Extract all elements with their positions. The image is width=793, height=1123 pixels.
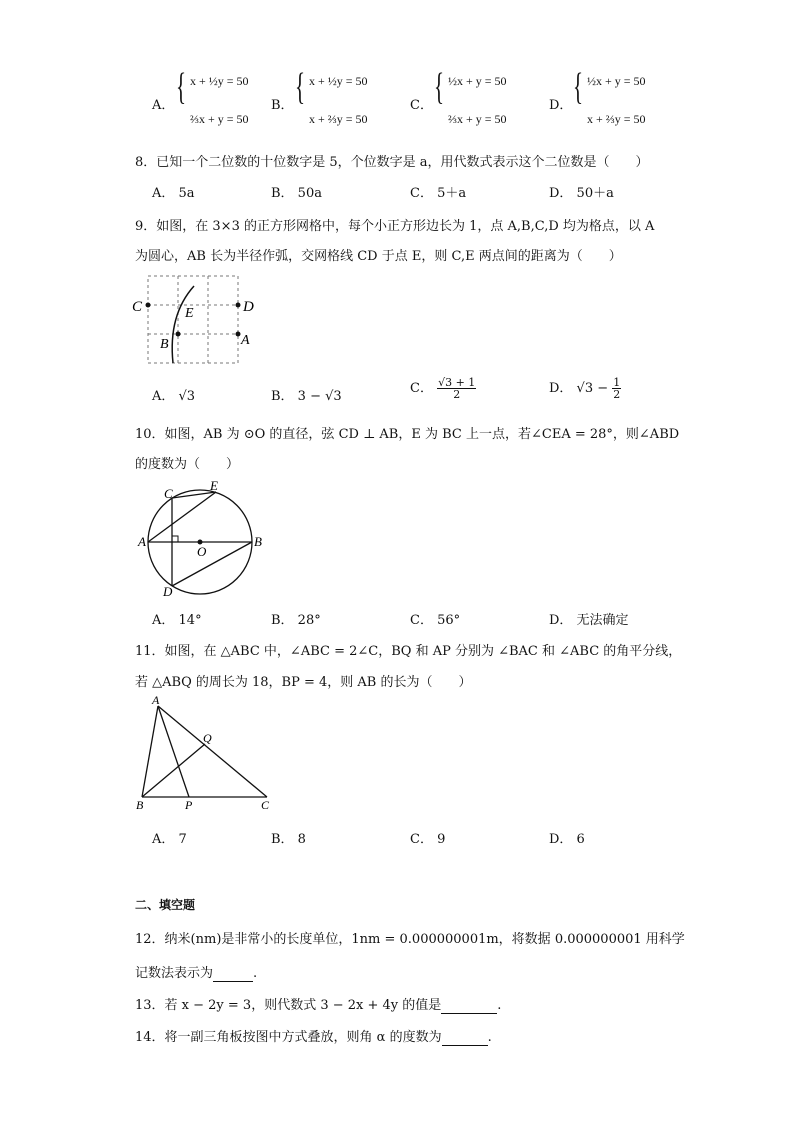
q7-option-b-label: B．	[271, 98, 294, 113]
q7-option-d-label: D．	[549, 98, 573, 113]
q8-option-b: B． 50a	[271, 186, 322, 201]
q12-stem-line1: 12．纳米(nm)是非常小的长度单位，1nm = 0.000000001m，将数据 0.000000001 用科学	[135, 932, 685, 947]
q9-option-c: C． $\frac{√3 + 1}{2}$	[410, 376, 476, 401]
q8-stem: 8．已知一个二位数的十位数字是 5，个位数字是 a，用代数式表示这个二位数是（ ）	[135, 155, 649, 170]
q9-grid-figure	[128, 270, 268, 370]
q11-option-d: D． 6	[549, 832, 585, 847]
q9-arc	[172, 286, 194, 363]
q10-label-b: B	[254, 534, 262, 549]
q14-stem: 14．将一副三角板按图中方式叠放，则角 α 的度数为 .	[135, 1030, 492, 1045]
q7-option-a-system: { x + ½y = 50 ⅔x + y = 50	[176, 66, 249, 126]
q9-label-e: E	[185, 306, 194, 321]
q11-option-c: C． 9	[410, 832, 446, 847]
q11-label-q: Q	[203, 731, 212, 745]
q11-label-a: A	[152, 694, 160, 707]
q11-option-b: B． 8	[271, 832, 306, 847]
q11-label-b: B	[136, 798, 144, 812]
q7-option-c-system: { ½x + y = 50 ⅔x + y = 50	[434, 66, 507, 126]
q11-stem-line1: 11．如图，在 △ABC 中，∠ABC = 2∠C，BQ 和 AP 分别为 ∠BAC 和 ∠ABC 的角平分线，	[135, 644, 682, 659]
q10-stem-line1: 10．如图，AB 为 ⊙O 的直径，弦 CD ⊥ AB，E 为 BC 上一点，若∠CEA = 28°，则∠ABD	[135, 427, 680, 442]
q12-answer-blank[interactable]	[213, 966, 253, 982]
q9-label-a: A	[241, 333, 250, 348]
q10-option-a: A． 14°	[152, 613, 202, 628]
q11-triangle-figure	[130, 694, 280, 814]
q9-option-a: A． √3	[152, 389, 196, 404]
q9-option-b: B． 3 − √3	[271, 389, 342, 404]
q10-label-e: E	[210, 478, 218, 493]
q10-label-o: O	[197, 544, 207, 559]
q11-stem-line2: 若 △ABQ 的周长为 18，BP = 4，则 AB 的长为（ ）	[135, 675, 472, 690]
q11-label-p: P	[185, 798, 193, 812]
q11-option-a: A． 7	[152, 832, 187, 847]
q10-label-d: D	[163, 584, 173, 599]
q9-stem-line1: 9．如图，在 3×3 的正方形网格中，每个小正方形边长为 1，点 A,B,C,D 均为格点，以 A	[135, 219, 655, 234]
q9-label-d: D	[243, 299, 254, 315]
q9-point-d	[236, 303, 241, 308]
q13-stem: 13．若 x − 2y = 3，则代数式 3 − 2x + 4y 的值是 .	[135, 998, 502, 1013]
q8-option-a: A． 5a	[152, 186, 195, 201]
q9-label-b: B	[160, 337, 169, 352]
q10-label-c: C	[164, 486, 173, 501]
q10-label-a: A	[138, 534, 146, 549]
q7-option-a-label: A．	[152, 98, 175, 113]
q9-option-d: D． √3 − $\frac{1}{2}$	[549, 376, 621, 401]
q14-answer-blank[interactable]	[442, 1030, 488, 1046]
q9-point-b	[176, 332, 181, 337]
q10-option-d: D． 无法确定	[549, 613, 629, 628]
q9-label-c: C	[132, 299, 143, 315]
q7-option-d-system: { ½x + y = 50 x + ⅔y = 50	[573, 66, 646, 126]
section-title-fill-blank: 二、填空题	[135, 898, 196, 912]
q9-point-c	[146, 303, 151, 308]
q9-stem-line2: 为圆心，AB 长为半径作弧，交网格线 CD 于点 E，则 C,E 两点间的距离为（ ）	[135, 249, 622, 264]
q8-option-c: C． 5＋a	[410, 186, 467, 201]
q12-stem-line2: 记数法表示为 .	[135, 966, 258, 981]
q10-option-b: B． 28°	[271, 613, 321, 628]
q10-circle-figure	[130, 476, 270, 601]
q8-option-d: D． 50＋a	[549, 186, 614, 201]
q11-label-c: C	[261, 798, 270, 812]
q7-option-c-label: C．	[410, 98, 433, 113]
q9-point-a	[236, 332, 241, 337]
q7-option-b-system: { x + ½y = 50 x + ⅔y = 50	[295, 66, 368, 126]
q13-answer-blank[interactable]	[441, 998, 497, 1014]
q10-option-c: C． 56°	[410, 613, 461, 628]
q10-stem-line2: 的度数为（ ）	[135, 457, 240, 472]
